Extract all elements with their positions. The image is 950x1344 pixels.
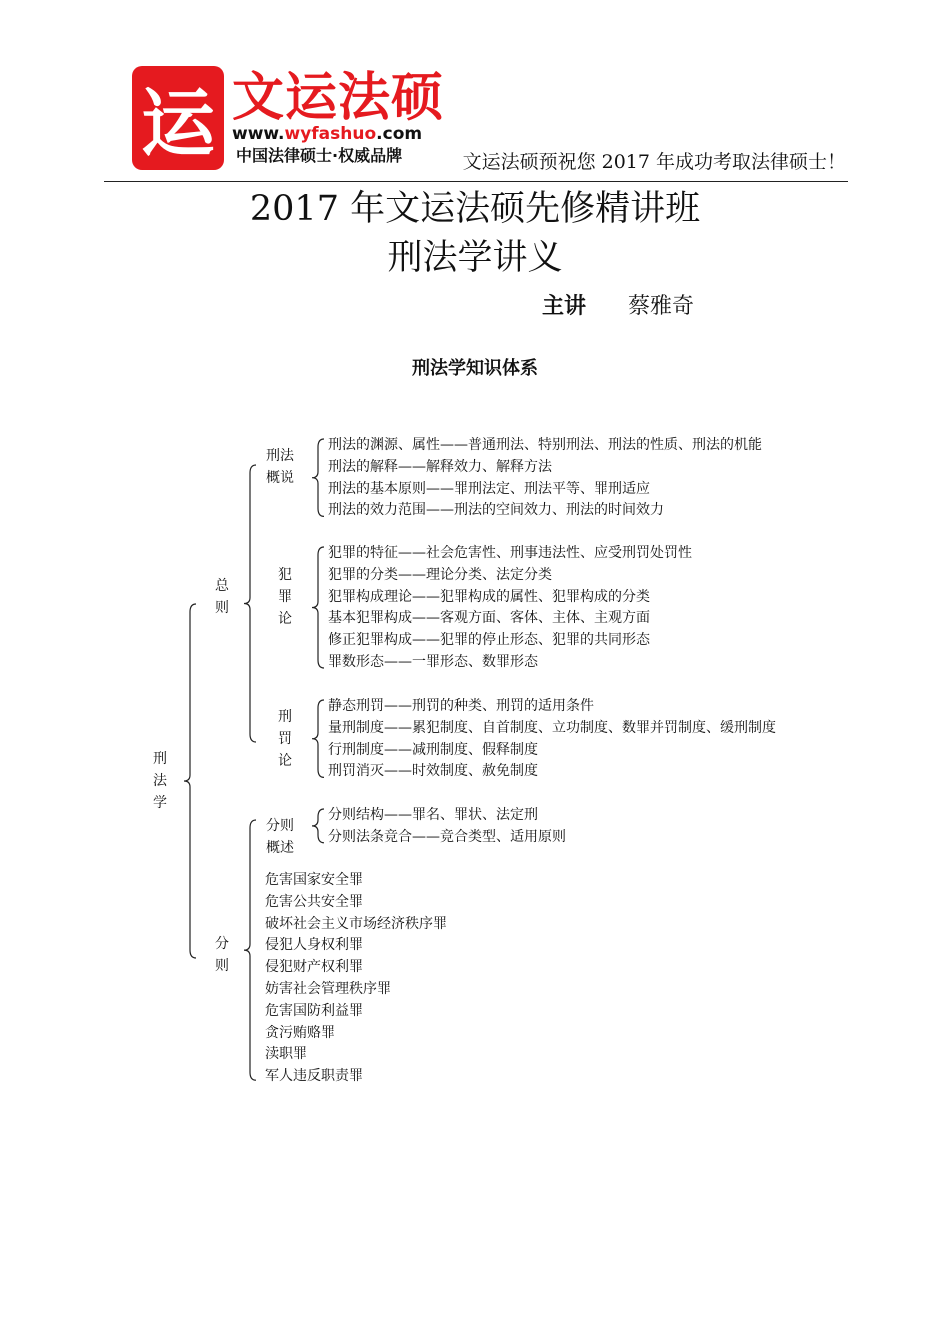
brand-url-domain: wyfashuo	[284, 124, 377, 144]
brand-slogan: 中国法律硕士·权威品牌	[236, 146, 403, 165]
crime-brace	[312, 547, 324, 668]
specific-crime-item: 军人违反职责罪	[265, 1068, 363, 1085]
lecturer-name: 蔡雅奇	[627, 294, 694, 319]
root-brace	[184, 604, 196, 958]
crime-item: 基本犯罪构成——客观方面、客体、主体、主观方面	[328, 610, 650, 627]
punishment-item: 刑罚消灭——时效制度、赦免制度	[328, 763, 538, 780]
overview-item: 刑法的效力范围——刑法的空间效力、刑法的时间效力	[328, 502, 664, 519]
section-title: 刑法学知识体系	[412, 358, 538, 379]
specific-crime-item: 侵犯财产权利罪	[265, 959, 363, 976]
crime-label: 犯 罪 论	[278, 566, 292, 627]
specific-overview-brace	[312, 809, 324, 843]
header-wish: 文运法硕预祝您 2017 年成功考取法律硕士！	[462, 151, 846, 173]
general-brace	[244, 465, 256, 742]
specific-overview-item: 分则法条竞合——竞合类型、适用原则	[328, 828, 566, 845]
punishment-item: 静态刑罚——刑罚的种类、刑罚的适用条件	[328, 698, 594, 714]
crime-item: 犯罪的特征——社会危害性、刑事违法性、应受刑罚处罚性	[328, 545, 692, 561]
brand-name: 文运法硕	[232, 68, 445, 128]
specific-crime-item: 妨害社会管理秩序罪	[265, 981, 391, 997]
specific-crime-item: 渎职罪	[265, 1046, 307, 1063]
crime-item: 犯罪的分类——理论分类、法定分类	[328, 566, 552, 583]
handout-title: 刑法学讲义	[387, 238, 563, 278]
general-label: 总 则	[215, 578, 229, 616]
specific-crime-item: 贪污贿赂罪	[265, 1024, 335, 1041]
specific-brace	[244, 820, 256, 1080]
specific-crime-item: 危害国家安全罪	[265, 872, 363, 888]
brand-url-prefix: www.	[232, 124, 285, 144]
punishment-item: 量刑制度——累犯制度、自首制度、立功制度、数罪并罚制度、缓刑制度	[328, 719, 776, 736]
punishment-label: 刑 罚 论	[278, 708, 292, 769]
course-title: 2017 年文运法硕先修精讲班	[249, 189, 701, 229]
overview-brace	[312, 439, 324, 516]
specific-crime-item: 侵犯人身权利罪	[265, 937, 363, 954]
overview-item: 刑法的渊源、属性——普通刑法、特别刑法、刑法的性质、刑法的机能	[328, 437, 762, 453]
specific-label: 分 则	[215, 936, 229, 974]
punishment-item: 行刑制度——减刑制度、假释制度	[328, 741, 538, 758]
lecturer-role: 主讲	[542, 294, 587, 319]
brand-url-suffix: .com	[376, 124, 423, 144]
crime-item: 犯罪构成理论——犯罪构成的属性、犯罪构成的分类	[328, 588, 650, 605]
logo-mark: 运	[141, 81, 215, 167]
specific-overview-item: 分则结构——罪名、罪状、法定刑	[328, 807, 538, 823]
specific-crime-item: 危害公共安全罪	[265, 893, 363, 910]
overview-label: 刑法 概说	[266, 447, 294, 486]
overview-item: 刑法的解释——解释效力、解释方法	[328, 458, 552, 475]
specific-crime-item: 破坏社会主义市场经济秩序罪	[265, 915, 447, 932]
root-label: 刑 法 学	[153, 751, 167, 811]
specific-crime-item: 危害国防利益罪	[265, 1002, 363, 1019]
punishment-brace	[312, 700, 324, 777]
specific-overview-label: 分则 概述	[266, 817, 294, 856]
overview-item: 刑法的基本原则——罪刑法定、刑法平等、罪刑适应	[328, 480, 650, 497]
crime-item: 罪数形态——一罪形态、数罪形态	[328, 654, 538, 670]
crime-item: 修正犯罪构成——犯罪的停止形态、犯罪的共同形态	[328, 632, 650, 649]
